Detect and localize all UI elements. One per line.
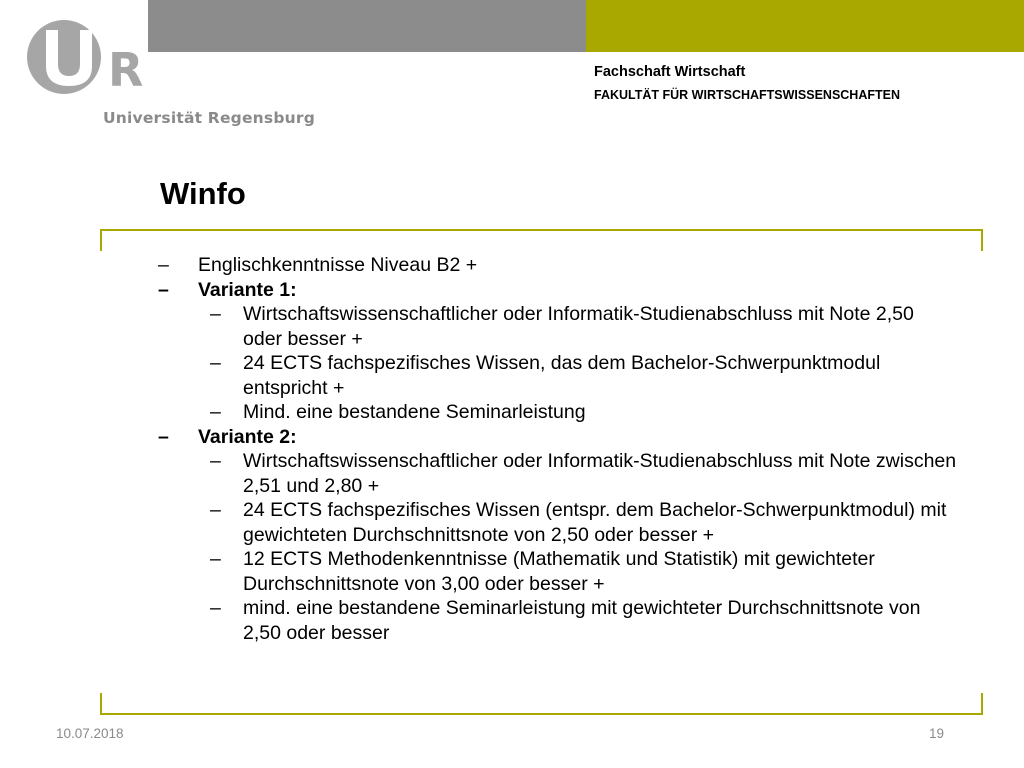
- list-item-text: 24 ECTS fachspezifisches Wissen (entspr. dem Bachelor-Schwerpunktmodul) mit gewichteten Durchschnittsnote von 2,50 oder besser +: [243, 499, 947, 546]
- list-subitem: [158, 400, 958, 425]
- list-item-text: Wirtschaftswissenschaftlicher oder Informatik-Studienabschluss mit Note zwischen 2,51 und 2,80 +: [243, 450, 957, 497]
- list-item: [158, 253, 958, 278]
- dash-bullet: –: [158, 254, 169, 276]
- dash-bullet: –: [210, 401, 221, 423]
- list-item-text: Variante 2:: [198, 425, 297, 448]
- list-item-text: Mind. eine bestandene Seminarleistung: [243, 401, 586, 423]
- list-item-heading: [158, 278, 958, 303]
- list-subitem: [158, 596, 958, 645]
- page-number: 19: [928, 726, 944, 741]
- dash-bullet: –: [210, 597, 221, 619]
- list-subitem: [158, 302, 958, 351]
- dash-bullet: –: [210, 450, 221, 472]
- list-item-text: 24 ECTS fachspezifisches Wissen, das dem Bachelor-Schwerpunktmodul entspricht +: [243, 352, 881, 399]
- slide-title: Winfo: [160, 176, 246, 211]
- list-item-text: Variante 1:: [198, 278, 297, 301]
- header-olive-bar: [586, 0, 1024, 52]
- dash-bullet: –: [158, 425, 169, 448]
- list-item-text: mind. eine bestandene Seminarleistung mit gewichteter Durchschnittsnote von 2,50 oder besser: [243, 597, 921, 644]
- dash-bullet: –: [210, 303, 221, 325]
- dash-bullet: –: [210, 352, 221, 374]
- list-subitem: [158, 449, 958, 498]
- university-logo: [24, 14, 144, 104]
- list-item-text: Englischkenntnisse Niveau B2 +: [198, 254, 478, 276]
- faculty-subtitle: FAKULTÄT FÜR WIRTSCHAFTSWISSENSCHAFTEN: [594, 88, 900, 102]
- dash-bullet: –: [210, 548, 221, 570]
- dash-bullet: –: [158, 278, 169, 301]
- list-item-text: Wirtschaftswissenschaftlicher oder Informatik-Studienabschluss mit Note 2,50 oder besser +: [243, 303, 914, 350]
- university-name: Universität Regensburg: [103, 109, 315, 127]
- dash-bullet: –: [210, 499, 221, 521]
- faculty-name: Fachschaft Wirtschaft: [594, 64, 746, 80]
- content-frame-bottom: [100, 693, 983, 715]
- slide-date: 10.07.2018: [56, 726, 124, 741]
- slide-content: [158, 253, 958, 645]
- header-gray-bar: [148, 0, 586, 52]
- list-item-heading: [158, 425, 958, 450]
- content-frame-top: [100, 229, 983, 251]
- list-item-text: 12 ECTS Methodenkenntnisse (Mathematik und Statistik) mit gewichteter Durchschnittsnote von 3,00 oder besser +: [243, 548, 875, 595]
- list-subitem: [158, 547, 958, 596]
- list-subitem: [158, 351, 958, 400]
- list-subitem: [158, 498, 958, 547]
- svg-text:R: R: [108, 43, 144, 97]
